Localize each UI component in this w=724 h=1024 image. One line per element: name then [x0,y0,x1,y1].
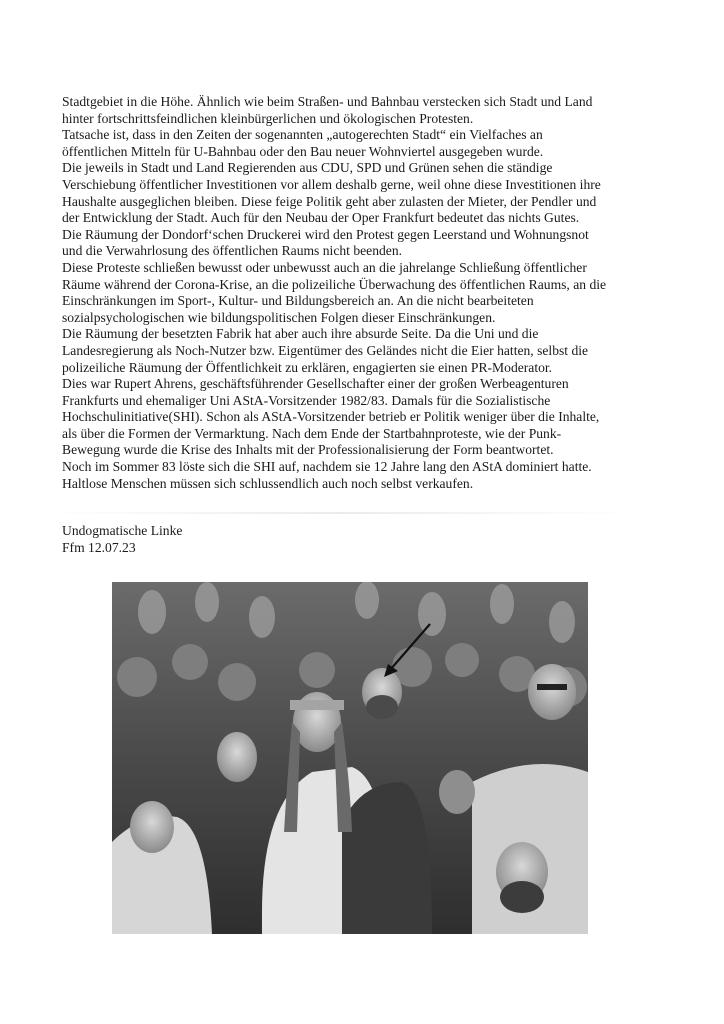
body-text [62,94,702,492]
text-line: Diese Proteste schließen bewusst oder unbewusst auch an die jahrelange Schließung öffentlicher [62,259,587,275]
signature-block [62,523,182,556]
text-line: polizeiliche Räumung der Öffentlichkeit zu erklären, engagierten sie einen PR-Moderator. [62,359,553,375]
text-line: Haltlose Menschen müssen sich schlussendlich auch noch selbst verkaufen. [62,475,474,491]
text-line: sozialpsychologischen wie bildungspolitischen Folgen dieser Einschränkungen. [62,309,496,325]
text-line: Die jeweils in Stadt und Land Regierenden aus CDU, SPD und Grünen sehen die ständige [62,160,553,176]
crowd-photo-graphic [112,582,588,934]
text-line: Einschränkungen im Sport-, Kultur- und Bildungsbereich an. An die nicht bearbeiteten [62,293,534,309]
signature-author: Undogmatische Linke [62,523,183,538]
text-line: Frankfurts und ehemaliger Uni AStA-Vorsitzender 1982/83. Damals für die Sozialistische [62,392,551,408]
text-line: Haushalte ausgeglichen bleiben. Diese feige Politik geht aber zulasten der Mieter, der Pendler und [62,193,597,209]
text-line: Landesregierung als Noch-Nutzer bzw. Eigentümer des Geländes nicht die Eier hatten, selbst die [62,342,589,358]
text-line: Räume während der Corona-Krise, an die polizeiliche Überwachung des öffentlichen Raums, an die [62,276,607,292]
text-line: Stadtgebiet in die Höhe. Ähnlich wie beim Straßen- und Bahnbau verstecken sich Stadt und Land [62,94,593,109]
text-line: der Entwicklung der Stadt. Auch für den Neubau der Oper Frankfurt bedeutet das nichts Gutes. [62,210,580,226]
text-line: Noch im Sommer 83 löste sich die SHI auf, nachdem sie 12 Jahre lang den AStA dominiert hatte. [62,459,592,475]
text-line: Dies war Rupert Ahrens, geschäftsführender Gesellschafter einer der großen Werbeagenturen [62,376,569,392]
text-line: und die Verwahrlosung des öffentlichen Raums nicht beenden. [62,243,403,259]
text-line: Verschiebung öffentlicher Investitionen vor allem deshalb gerne, weil ohne diese Investitionen ihre [62,176,601,192]
text-line: Hochschulinitiative(SHI). Schon als AStA-Vorsitzender betrieb er Politik weniger über die Inhalte, [62,409,600,425]
text-line: Tatsache ist, dass in den Zeiten der sogenannten „autogerechten Stadt“ ein Vielfaches an [62,127,543,143]
text-line: Die Räumung der Dondorf‘schen Druckerei wird den Protest gegen Leerstand und Wohnungsnot [62,226,589,242]
crowd-photo [112,582,588,934]
text-line: Bewegung wurde die Krise des Inhalts mit der Professionalisierung der Form beantwortet. [62,442,554,458]
text-line: öffentlichen Mitteln für U-Bahnbau oder den Bau neuer Wohnviertel ausgegeben wurde. [62,143,544,159]
text-line: hinter fortschrittsfeindlichen kleinbürgerlichen und ökologischen Protesten. [62,110,474,126]
text-line: Die Räumung der besetzten Fabrik hat aber auch ihre absurde Seite. Da die Uni und die [62,326,539,342]
scan-artifact [40,512,640,514]
signature-place-date: Ffm 12.07.23 [62,539,136,555]
text-line: als über die Formen der Vermarktung. Nach dem Ende der Startbahnproteste, wie der Punk- [62,425,562,441]
